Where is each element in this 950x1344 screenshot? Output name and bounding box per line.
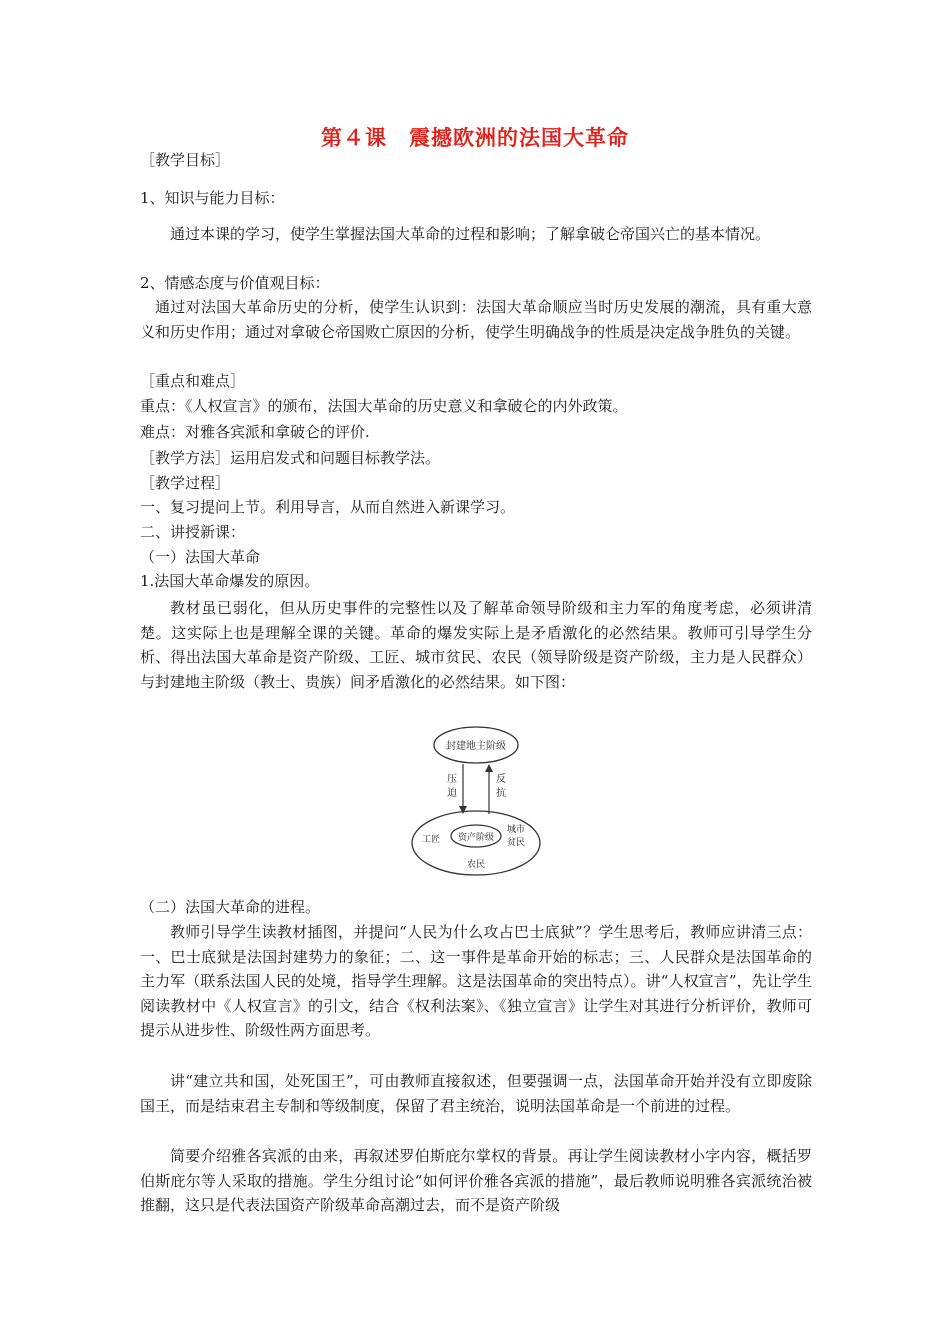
diagram-resist-label-1: 反 xyxy=(496,774,506,785)
key-point: 重点：《人权宣言》的颁布，法国大革命的历史意义和拿破仑的内外政策。 xyxy=(140,397,628,415)
part1-heading: （一）法国大革命 xyxy=(140,548,261,566)
goal1-text: 通过本课的学习，使学生掌握法国大革命的过程和影响；了解拿破仑帝国兴亡的基本情况。 xyxy=(170,225,771,243)
difficult-point: 难点：对雅各宾派和拿破仑的评价. xyxy=(140,423,370,441)
class-conflict-diagram xyxy=(400,718,552,884)
goals-heading: ［教学目标］ xyxy=(140,151,231,169)
diagram-oppress-label-1: 压 xyxy=(447,774,457,785)
step-2: 二、讲授新课： xyxy=(140,523,246,541)
resist-arrowhead xyxy=(485,764,493,772)
cause-heading: 1.法国大革命爆发的原因。 xyxy=(140,572,320,590)
process-paragraph-2: 讲“建立共和国，处死国王”，可由教师直接叙述，但要强调一点，法国革命开始并没有立即废除国王，而是结束君主专制和等级制度，保留了君主统治，说明法国革命是一个前进的过程。 xyxy=(140,1072,812,1115)
process-paragraph-3: 简要介绍雅各宾派的由来，再叙述罗伯斯庇尔掌权的背景。再让学生阅读教材小字内容，概括罗伯斯庇尔等人采取的措施。学生分组讨论“如何评价雅各宾派的措施”，最后教师说明雅各宾派统治被推翻，这只是代表法国资产阶级革命高潮过去，而不是资产阶级 xyxy=(140,1147,812,1214)
diagram-right-label-1: 城市 xyxy=(506,825,526,835)
key-heading: ［重点和难点］ xyxy=(140,372,246,390)
process-paragraph-1: 教师引导学生读教材插图，并提问“人民为什么攻占巴士底狱”？学生思考后，教师应讲清三点：一、巴士底狱是法国封建势力的象征；二、这一事件是革命开始的标志；三、人民群众是法国革命的主力军（联系法国人民的处境，指导学生理解。这是法国革命的突出特点）。讲“人权宣言”，先让学生阅读教材中《人权宣言》的引文，结合《权利法案》、《独立宣言》让学生对其进行分析评价，教师可提示从进步性、阶级性两方面思考。 xyxy=(140,923,812,1039)
diagram-center-label: 资产阶级 xyxy=(457,833,495,843)
goal2-heading: 2、情感态度与价值观目标： xyxy=(140,274,330,292)
cause-text: 教材虽已弱化，但从历史事件的完整性以及了解革命领导阶级和主力军的角度考虑，必须讲清楚。这实际上也是理解全课的关键。革命的爆发实际上是矛盾激化的必然结果。教师可引导学生分析、得出法国大革命是资产阶级、工匠、城市贫民、农民（领导阶级是资产阶级，主力是人民群众）与封建地主阶级（教士、贵族）间矛盾激化的必然结果。如下图： xyxy=(140,599,812,691)
goal1-heading: 1、知识与能力目标： xyxy=(140,189,285,207)
part2-heading: （二）法国大革命的进程。 xyxy=(140,898,321,916)
diagram-oppress-label-2: 迫 xyxy=(447,788,457,799)
diagram-bottom-label: 农民 xyxy=(466,860,486,870)
teaching-method: ［教学方法］运用启发式和问题目标教学法。 xyxy=(140,449,441,467)
diagram-left-label: 工匠 xyxy=(421,835,441,845)
diagram-top-label: 封建地主阶级 xyxy=(446,741,506,752)
diagram-right-label-2: 贫民 xyxy=(506,838,526,848)
step-1: 一、复习提问上节。利用导言，从而自然进入新课学习。 xyxy=(140,498,516,516)
diagram-resist-label-2: 抗 xyxy=(496,788,506,799)
oppress-arrowhead xyxy=(459,806,467,814)
lesson-title: 第４课 震撼欧洲的法国大革命 xyxy=(321,126,629,150)
goal2-text: 通过对法国大革命历史的分析，使学生认识到：法国大革命顺应当时历史发展的潮流，具有重大意义和历史作用；通过对拿破仑帝国败亡原因的分析，使学生明确战争的性质是决定战争胜负的关键。 xyxy=(140,298,812,341)
process-heading: ［教学过程］ xyxy=(140,474,231,492)
